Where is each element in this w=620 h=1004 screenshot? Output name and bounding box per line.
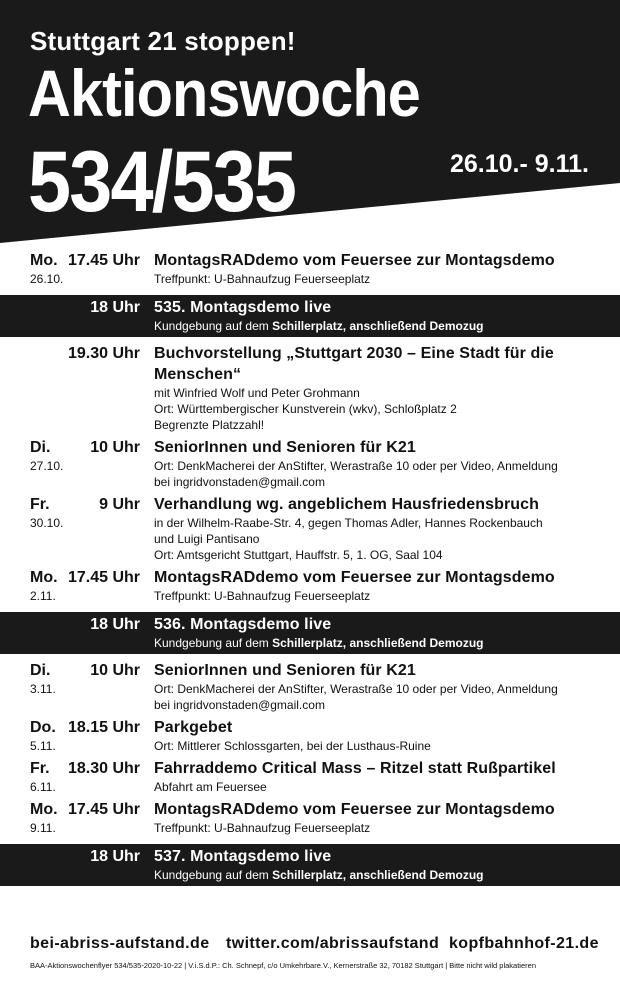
event-details [154,614,620,651]
footer-imprint: BAA-Aktionswochenflyer 534/535-2020-10-22 | V.i.S.d.P.: Ch. Schnepf, c/o Umkehrbare.V., Kernerstraße 32, 70182 Stuttgart | Bitte nicht wild plakatieren [30,961,536,970]
header-title: Aktionswoche [28,56,420,130]
event-weekday: Mo. [30,252,58,269]
event-row [0,717,620,758]
event-detail-line: Treffpunkt: U-Bahnaufzug Feuerseeplatz [154,821,371,835]
event-date-column [0,799,154,836]
footer-links [0,935,620,957]
rally-location: Schillerplatz, anschließend Demozug [272,868,484,882]
event-title: SeniorInnen und Senioren für K21 [154,662,416,679]
event-row [0,494,620,567]
rally-location: Schillerplatz, anschließend Demozug [272,636,484,650]
event-title: Parkgebet [154,719,233,736]
event-time: 9 Uhr [99,496,140,513]
event-detail-line [154,867,594,883]
demo-band [0,612,620,654]
rally-text: Kundgebung auf dem [154,636,273,650]
event-details [154,343,620,433]
footer-link-twitter[interactable]: twitter.com/abrissaufstand [226,935,440,952]
event-weekday: Fr. [30,760,50,777]
event-time: 18.30 Uhr [67,760,140,777]
header-number: 534/535 [28,134,296,230]
event-details [154,437,620,490]
event-title: MontagsRADdemo vom Feuersee zur Montagsdemo [154,252,555,269]
event-time: 19.30 Uhr [67,345,140,362]
event-title: SeniorInnen und Senioren für K21 [154,439,416,456]
event-time: 17.45 Uhr [67,252,140,269]
header-banner [0,0,620,243]
demo-band [0,295,620,337]
event-date: 3.11. [30,682,56,696]
event-time: 10 Uhr [90,439,140,456]
event-list [0,250,620,892]
event-date-column [0,758,154,795]
event-detail-line [154,318,594,334]
event-date: 9.11. [30,821,56,835]
event-row [0,567,620,608]
event-title: 535. Montagsdemo live [154,299,332,316]
event-date-column [0,614,154,651]
event-detail-line: und Luigi Pantisano [154,532,260,546]
event-date: 30.10. [30,516,64,530]
event-time: 18 Uhr [90,848,140,865]
event-detail-line: Treffpunkt: U-Bahnaufzug Feuerseeplatz [154,589,371,603]
footer-link-kopfbahnhof[interactable]: kopfbahnhof-21.de [449,935,599,952]
event-date-column [0,437,154,490]
event-date: 2.11. [30,589,56,603]
event-details [154,846,620,883]
event-title: MontagsRADdemo vom Feuersee zur Montagsdemo [154,801,555,818]
event-date-column [0,250,154,287]
event-details [154,250,620,287]
event-date: 26.10. [30,272,64,286]
event-detail-line: Ort: DenkMacherei der AnStifter, Werastraße 10 oder per Video, Anmeldung [154,459,558,473]
event-date-column [0,660,154,713]
event-time: 18 Uhr [90,616,140,633]
event-time: 18.15 Uhr [67,719,140,736]
event-details [154,567,620,604]
event-time: 18 Uhr [90,299,140,316]
event-row [0,660,620,717]
event-detail-line: in der Wilhelm-Raabe-Str. 4, gegen Thomas Adler, Hannes Rockenbauch [154,516,543,530]
event-date-column [0,494,154,563]
event-detail-line: bei ingridvonstaden@gmail.com [154,698,325,712]
event-weekday: Mo. [30,801,58,818]
event-weekday: Fr. [30,496,50,513]
event-date-column [0,846,154,883]
event-date-column [0,567,154,604]
rally-text: Kundgebung auf dem [154,868,273,882]
event-weekday: Di. [30,439,51,456]
event-detail-line [154,635,594,651]
event-detail-line: Ort: Amtsgericht Stuttgart, Hauffstr. 5, 1. OG, Saal 104 [154,548,443,562]
footer-link-website[interactable]: bei-abriss-aufstand.de [30,935,210,952]
event-details [154,717,620,754]
event-detail-line: Ort: DenkMacherei der AnStifter, Werastraße 10 oder per Video, Anmeldung [154,682,558,696]
rally-location: Schillerplatz, anschließend Demozug [272,319,484,333]
event-details [154,660,620,713]
event-weekday: Mo. [30,569,58,586]
event-detail-line: Begrenzte Platzzahl! [154,418,265,432]
event-weekday: Do. [30,719,56,736]
event-detail-line: mit Winfried Wolf und Peter Grohmann [154,386,360,400]
event-details [154,297,620,334]
event-detail-line: Ort: Württembergischer Kunstverein (wkv), Schloßplatz 2 [154,402,457,416]
event-row [0,799,620,840]
rally-text: Kundgebung auf dem [154,319,273,333]
event-detail-line: Ort: Mittlerer Schlossgarten, bei der Lusthaus-Ruine [154,739,431,753]
event-details [154,494,620,563]
event-date-column [0,297,154,334]
event-details [154,799,620,836]
event-title: Fahrraddemo Critical Mass – Ritzel statt Rußpartikel [154,760,556,777]
event-title: MontagsRADdemo vom Feuersee zur Montagsdemo [154,569,555,586]
event-date: 5.11. [30,739,56,753]
event-title: Buchvorstellung „Stuttgart 2030 – Eine Stadt für die Menschen“ [154,345,554,383]
event-row [0,437,620,494]
event-time: 17.45 Uhr [67,569,140,586]
event-row [0,343,620,437]
event-title: 536. Montagsdemo live [154,616,332,633]
event-date: 27.10. [30,459,64,473]
event-row [0,250,620,291]
event-date-column [0,717,154,754]
header-dates: 26.10.- 9.11. [450,150,590,178]
event-detail-line: Treffpunkt: U-Bahnaufzug Feuerseeplatz [154,272,371,286]
event-title: 537. Montagsdemo live [154,848,332,865]
event-date-column [0,343,154,433]
event-detail-line: bei ingridvonstaden@gmail.com [154,475,325,489]
event-date: 6.11. [30,780,56,794]
event-weekday: Di. [30,662,51,679]
demo-band [0,844,620,886]
event-time: 17.45 Uhr [67,801,140,818]
event-time: 10 Uhr [90,662,140,679]
header-kicker: Stuttgart 21 stoppen! [30,26,296,56]
event-details [154,758,620,795]
event-title: Verhandlung wg. angeblichem Hausfriedensbruch [154,496,540,513]
event-detail-line: Abfahrt am Feuersee [154,780,267,794]
event-row [0,758,620,799]
